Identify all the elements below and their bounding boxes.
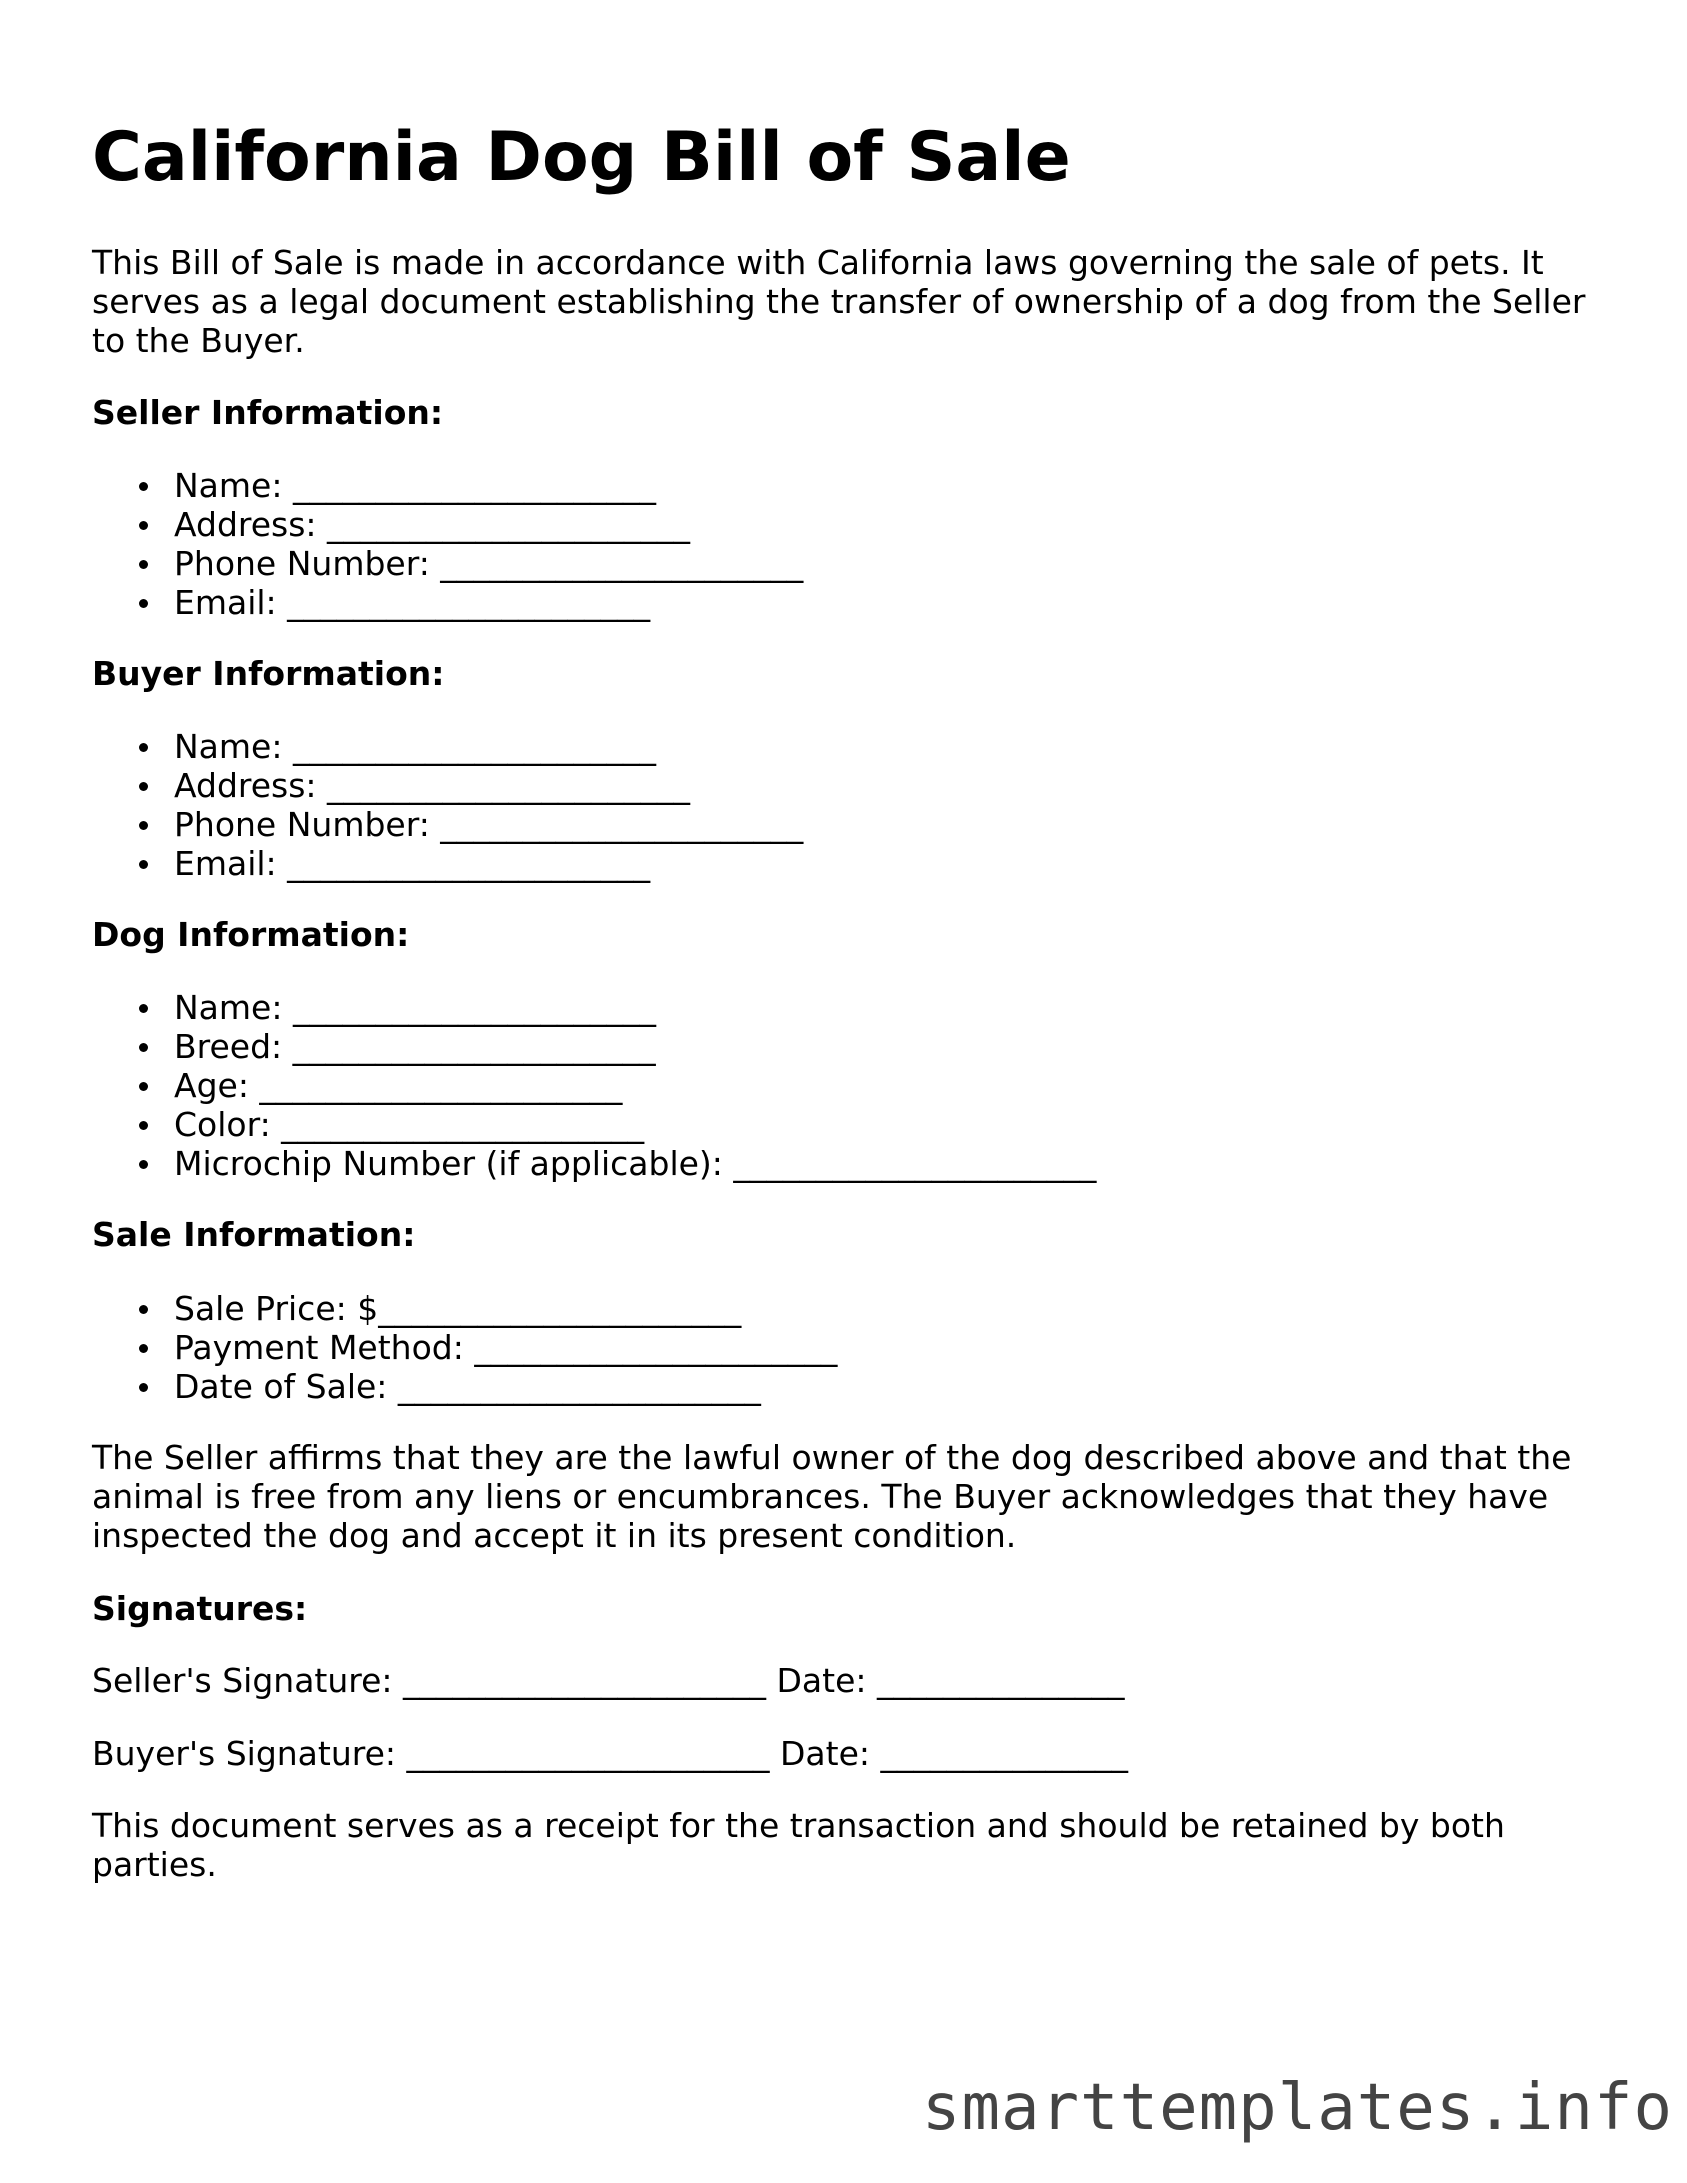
document-title: California Dog Bill of Sale — [92, 118, 1071, 197]
dog-color-field: Color: ______________________ — [92, 1105, 1096, 1144]
watermark-text: smarttemplates.info — [921, 2071, 1673, 2145]
dog-information-list — [92, 988, 1096, 1183]
buyer-signature-line: Buyer's Signature: ______________________ Date: _______________ — [92, 1734, 1128, 1773]
signatures-heading: Signatures: — [92, 1589, 308, 1628]
seller-information-heading: Seller Information: — [92, 393, 444, 432]
seller-information-list — [92, 466, 803, 622]
seller-email-field: Email: ______________________ — [92, 583, 803, 622]
closing-paragraph: This document serves as a receipt for the transaction and should be retained by both parties. — [92, 1806, 1505, 1884]
buyer-information-heading: Buyer Information: — [92, 654, 445, 693]
dog-microchip-field: Microchip Number (if applicable): ______________________ — [92, 1144, 1096, 1183]
buyer-address-field: Address: ______________________ — [92, 766, 803, 805]
dog-name-field: Name: ______________________ — [92, 988, 1096, 1027]
seller-phone-field: Phone Number: ______________________ — [92, 544, 803, 583]
dog-age-field: Age: ______________________ — [92, 1066, 1096, 1105]
seller-signature-line: Seller's Signature: ______________________ Date: _______________ — [92, 1661, 1125, 1700]
payment-method-field: Payment Method: ______________________ — [92, 1328, 837, 1367]
sale-information-list — [92, 1289, 837, 1406]
buyer-phone-field: Phone Number: ______________________ — [92, 805, 803, 844]
buyer-information-list — [92, 727, 803, 883]
buyer-email-field: Email: ______________________ — [92, 844, 803, 883]
date-of-sale-field: Date of Sale: ______________________ — [92, 1367, 837, 1406]
intro-paragraph: This Bill of Sale is made in accordance with California laws governing the sale of pets. It serves as a legal document establishing the transfer of ownership of a dog from the Seller to the Buyer. — [92, 243, 1586, 360]
buyer-name-field: Name: ______________________ — [92, 727, 803, 766]
dog-information-heading: Dog Information: — [92, 915, 410, 954]
dog-breed-field: Breed: ______________________ — [92, 1027, 1096, 1066]
seller-address-field: Address: ______________________ — [92, 505, 803, 544]
seller-name-field: Name: ______________________ — [92, 466, 803, 505]
affirmation-paragraph: The Seller affirms that they are the lawful owner of the dog described above and that the animal is free from any liens or encumbrances. The Buyer acknowledges that they have inspected the dog and accept it in its present condition. — [92, 1438, 1572, 1555]
sale-price-field: Sale Price: $______________________ — [92, 1289, 837, 1328]
sale-information-heading: Sale Information: — [92, 1215, 416, 1254]
